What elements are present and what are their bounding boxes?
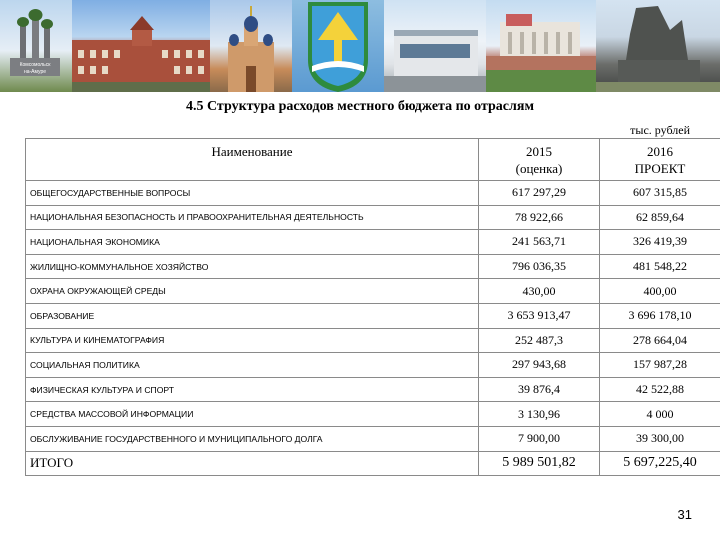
table-row bbox=[26, 230, 720, 255]
row-value-2016: 157 987,28 bbox=[600, 353, 720, 378]
total-value-2016: 5 697,225,40 bbox=[600, 451, 720, 476]
header-name: Наименование bbox=[26, 139, 479, 181]
page-title: 4.5 Структура расходов местного бюджета по отраслям bbox=[186, 99, 534, 114]
sign-text-2: на-Амуре bbox=[23, 69, 47, 75]
row-value-2016: 62 859,64 bbox=[600, 205, 720, 230]
photo-cathedral bbox=[210, 0, 292, 92]
table-row bbox=[26, 205, 720, 230]
total-value-2015: 5 989 501,82 bbox=[479, 451, 600, 476]
table-row bbox=[26, 353, 720, 378]
table-row bbox=[26, 426, 720, 451]
row-value-2016: 42 522,88 bbox=[600, 377, 720, 402]
row-name: ЖИЛИЩНО-КОММУНАЛЬНОЕ ХОЗЯЙСТВО bbox=[26, 254, 479, 279]
row-value-2015: 252 487,3 bbox=[479, 328, 600, 353]
row-value-2015: 241 563,71 bbox=[479, 230, 600, 255]
photo-red-buildings bbox=[72, 0, 210, 92]
sign-text-1: Комсомольск bbox=[19, 62, 51, 68]
row-name: НАЦИОНАЛЬНАЯ БЕЗОПАСНОСТЬ И ПРАВООХРАНИТЕЛЬНАЯ ДЕЯТЕЛЬНОСТЬ bbox=[26, 205, 479, 230]
row-value-2016: 3 696 178,10 bbox=[600, 303, 720, 328]
row-value-2015: 3 130,96 bbox=[479, 402, 600, 427]
row-value-2015: 796 036,35 bbox=[479, 254, 600, 279]
table-row bbox=[26, 181, 720, 206]
row-name: ОБРАЗОВАНИЕ bbox=[26, 303, 479, 328]
header-2015-year: 2015 bbox=[526, 143, 552, 159]
table-row bbox=[26, 377, 720, 402]
coat-of-arms-logo bbox=[292, 0, 384, 92]
row-name: СРЕДСТВА МАССОВОЙ ИНФОРМАЦИИ bbox=[26, 402, 479, 427]
photo-modern-building bbox=[384, 0, 486, 92]
page-number: 31 bbox=[677, 507, 692, 522]
row-name: ОБСЛУЖИВАНИЕ ГОСУДАРСТВЕННОГО И МУНИЦИПАЛЬНОГО ДОЛГА bbox=[26, 426, 479, 451]
row-name: ФИЗИЧЕСКАЯ КУЛЬТУРА И СПОРТ bbox=[26, 377, 479, 402]
header-2016-year: 2016 bbox=[647, 143, 673, 159]
row-value-2016: 278 664,04 bbox=[600, 328, 720, 353]
row-value-2015: 430,00 bbox=[479, 279, 600, 304]
row-value-2015: 617 297,29 bbox=[479, 181, 600, 206]
row-name: ОБЩЕГОСУДАРСТВЕННЫЕ ВОПРОСЫ bbox=[26, 181, 479, 206]
header-2016 bbox=[600, 139, 720, 181]
row-value-2015: 7 900,00 bbox=[479, 426, 600, 451]
photo-square bbox=[486, 0, 596, 92]
row-value-2016: 481 548,22 bbox=[600, 254, 720, 279]
table-row bbox=[26, 328, 720, 353]
row-value-2015: 297 943,68 bbox=[479, 353, 600, 378]
table-row bbox=[26, 402, 720, 427]
row-value-2015: 3 653 913,47 bbox=[479, 303, 600, 328]
table-header-row bbox=[26, 139, 720, 181]
photo-banner bbox=[0, 0, 720, 92]
budget-table bbox=[25, 138, 720, 476]
header-2015 bbox=[479, 139, 600, 181]
table-row bbox=[26, 303, 720, 328]
row-value-2016: 326 419,39 bbox=[600, 230, 720, 255]
table-row bbox=[26, 254, 720, 279]
row-value-2016: 4 000 bbox=[600, 402, 720, 427]
header-2016-note: ПРОЕКТ bbox=[634, 160, 686, 176]
total-label: ИТОГО bbox=[26, 451, 479, 476]
row-name: НАЦИОНАЛЬНАЯ ЭКОНОМИКА bbox=[26, 230, 479, 255]
unit-label: тыс. рублей bbox=[630, 123, 690, 137]
row-value-2015: 78 922,66 bbox=[479, 205, 600, 230]
header-2015-note: (оценка) bbox=[515, 160, 563, 176]
row-value-2016: 39 300,00 bbox=[600, 426, 720, 451]
row-value-2016: 400,00 bbox=[600, 279, 720, 304]
row-value-2016: 607 315,85 bbox=[600, 181, 720, 206]
photo-city-sign bbox=[0, 0, 72, 92]
total-row bbox=[26, 451, 720, 476]
table-row bbox=[26, 279, 720, 304]
row-name: КУЛЬТУРА И КИНЕМАТОГРАФИЯ bbox=[26, 328, 479, 353]
row-name: СОЦИАЛЬНАЯ ПОЛИТИКА bbox=[26, 353, 479, 378]
photo-monument bbox=[596, 0, 720, 92]
row-value-2015: 39 876,4 bbox=[479, 377, 600, 402]
row-name: ОХРАНА ОКРУЖАЮЩЕЙ СРЕДЫ bbox=[26, 279, 479, 304]
